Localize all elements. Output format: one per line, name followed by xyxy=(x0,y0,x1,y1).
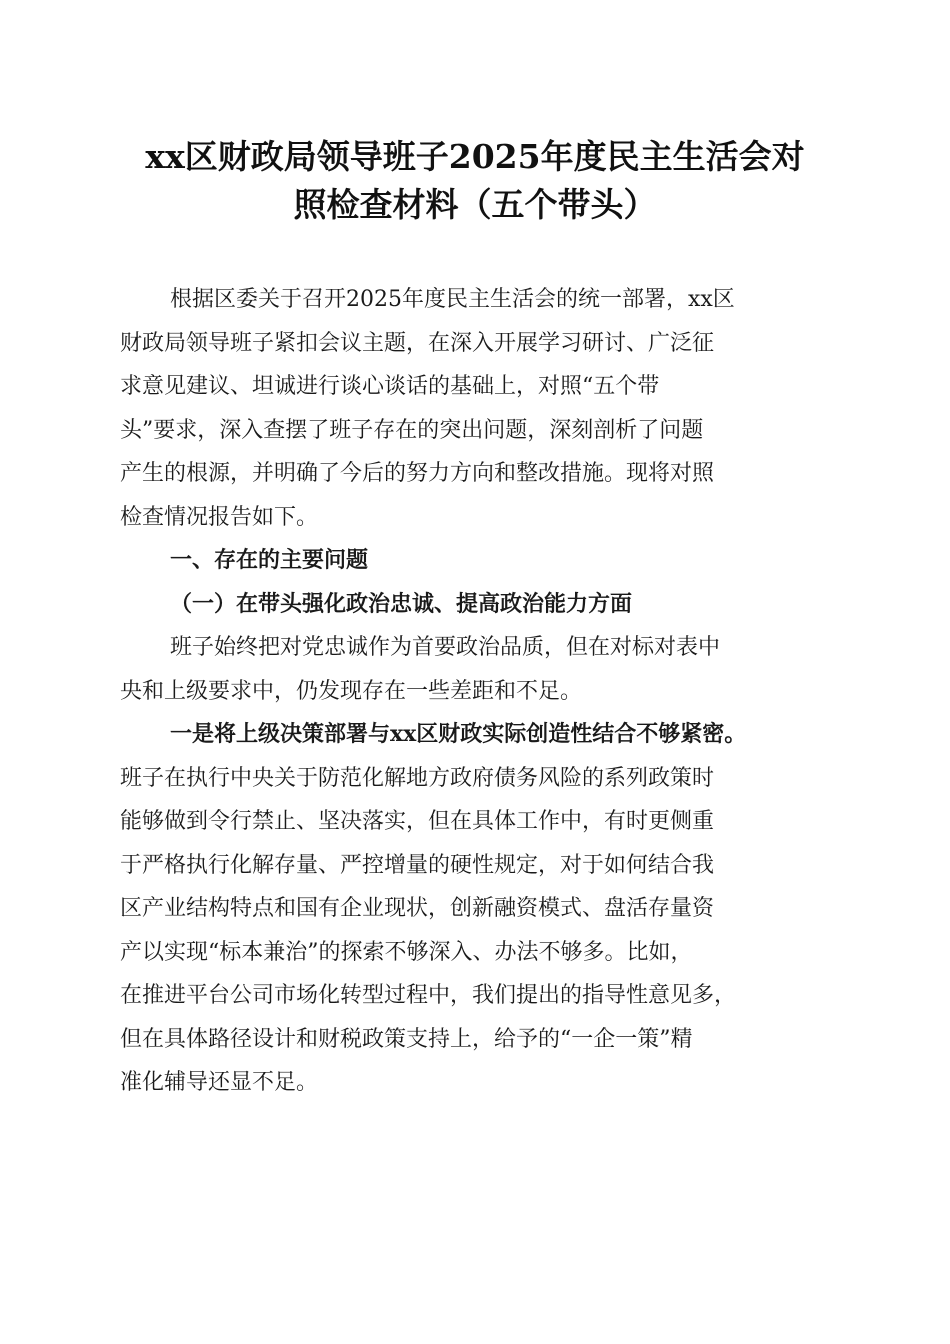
point-line: 班子在执行中央关于防范化解地方政府债务风险的系列政策时 xyxy=(120,765,715,791)
intro-line: 产生的根源，并明确了今后的努力方向和整改措施。现将对照 xyxy=(120,461,715,486)
point-line: 准化辅导还显不足。 xyxy=(120,1070,319,1095)
point-line: 能够做到令行禁止、坚决落实，但在具体工作中，有时更侧重 xyxy=(120,809,715,834)
section-heading: 一、存在的主要问题 xyxy=(170,548,369,573)
intro-line: 求意见建议、坦诚进行谈心谈话的基础上，对照“五个带 xyxy=(120,374,660,399)
intro-line: 财政局领导班子紧扣会议主题，在深入开展学习研讨、广泛征 xyxy=(120,330,715,356)
intro-line: 根据区委关于召开2025年度民主生活会的统一部署，xx区 xyxy=(170,287,735,312)
title-line-2: 照检查材料（五个带头） xyxy=(293,185,657,224)
intro-line: 检查情况报告如下。 xyxy=(120,504,319,530)
document-body xyxy=(120,278,830,1105)
point-lead: 一是将上级决策部署与xx区财政实际创造性结合不够紧密。 xyxy=(170,721,747,747)
paragraph-line: 央和上级要求中，仍发现存在一些差距和不足。 xyxy=(120,678,583,704)
point-line: 产以实现“标本兼治”的探索不够深入、办法不够多。比如， xyxy=(120,939,693,965)
point-line: 于严格执行化解存量、严控增量的硬性规定，对于如何结合我 xyxy=(120,852,715,878)
paragraph-line: 班子始终把对党忠诚作为首要政治品质，但在对标对表中 xyxy=(170,635,721,660)
point-line: 但在具体路径设计和财税政策支持上，给予的“一企一策”精 xyxy=(120,1026,693,1052)
point-line: 在推进平台公司市场化转型过程中，我们提出的指导性意见多， xyxy=(120,983,737,1008)
point-line: 区产业结构特点和国有企业现状，创新融资模式、盘活存量资 xyxy=(120,896,715,921)
document-title xyxy=(100,133,850,229)
intro-line: 头”要求，深入查摆了班子存在的突出问题，深刻剖析了问题 xyxy=(120,417,704,443)
subsection-heading: （一）在带头强化政治忠诚、提高政治能力方面 xyxy=(170,591,633,617)
title-line-1: xx区财政局领导班子2025年度民主生活会对 xyxy=(145,137,805,176)
